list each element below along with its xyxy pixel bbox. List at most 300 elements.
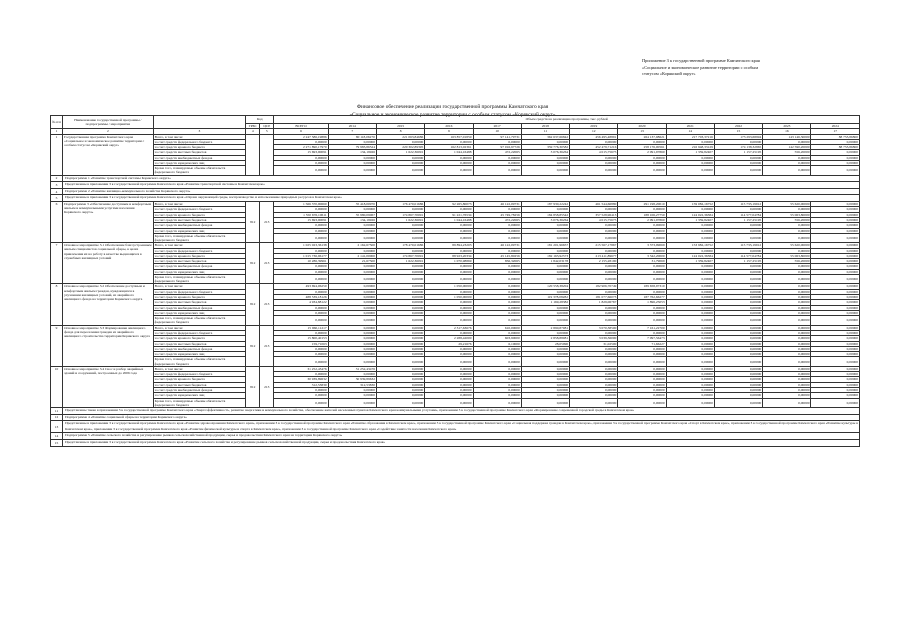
amount-cell: 0,00000 — [328, 248, 376, 253]
amount-cell: 15 693,90091 — [274, 150, 328, 155]
amount-cell: 35 418,00970 — [328, 202, 376, 207]
amount-cell: 610,00000 — [473, 325, 521, 330]
section-row — [51, 408, 860, 415]
header-year: 2014 — [328, 124, 376, 129]
section-text: Представлены в приложении 3 к государственной программе Камчатского края «Развитие здравоохранения Камчатского края», приложении 3 к государственной программе Камчатского края «Развитие образования в Камчатском крае», приложении 3 к государственной программе Камчатского края «Социальная поддержка граждан в Камчатском крае», приложении 3 к государственной программе Камчатского края «Спорт в Камчатском крае», приложении 3 к государственной программе Камчатского края «Развитие культуры в Камчатском крае», приложении 3 к государственной программе Камчатского края «Развитие физической культуры и спорта в Камчатском крае», приложении 3 к государственной программе Камчатского края «Содействие занятости населения Камчатского края» — [63, 421, 860, 433]
amount-cell: 0,00000 — [328, 269, 376, 274]
amount-cell: 0,00000 — [425, 377, 473, 382]
amount-cell: 0,00000 — [666, 357, 714, 366]
header-source — [153, 116, 246, 129]
amount-cell: 0,00000 — [811, 253, 860, 258]
amount-cell: 0,00000 — [376, 377, 424, 382]
amount-cell: 162 813,02361 — [425, 145, 473, 150]
amount-cell: 0,00000 — [618, 289, 666, 294]
amount-cell: 0,00000 — [763, 155, 811, 160]
amount-cell: 0,00000 — [714, 325, 762, 330]
amount-cell: 0,00000 — [328, 300, 376, 305]
amount-cell: 0,00000 — [570, 155, 618, 160]
amount-cell: 0,00000 — [274, 372, 328, 377]
amount-cell: 0,00000 — [376, 357, 424, 366]
amount-cell: 0,00000 — [666, 275, 714, 284]
amount-cell: 0,00000 — [666, 160, 714, 165]
amount-cell: 0,00000 — [473, 160, 521, 165]
funding-source: за счет средств местных бюджетов — [153, 300, 246, 305]
amount-cell: 0,00000 — [714, 377, 762, 382]
amount-cell: 0,00000 — [811, 377, 860, 382]
header-code: Код — [246, 116, 274, 124]
column-number: 2 — [63, 129, 154, 134]
amount-cell: 1 015 736,96177 — [274, 253, 328, 258]
section-row — [51, 439, 860, 446]
amount-cell: 0,00000 — [763, 233, 811, 242]
funding-source: Кроме того, планируемые объемы обязательств федерального бюджета — [153, 233, 246, 242]
amount-cell: 0,00000 — [666, 341, 714, 346]
amount-cell: 0,00000 — [570, 398, 618, 407]
amount-cell: 0,00000 — [425, 207, 473, 212]
amount-cell: 0,00000 — [618, 357, 666, 366]
amount-cell: 0,00000 — [666, 366, 714, 371]
amount-cell: 0,00000 — [274, 305, 328, 310]
amount-cell: 0,00000 — [376, 310, 424, 315]
program-name: Государственная программа Камчатского края «Социальное и экономическое развитие территории с особым статусом «Корякский округ» — [63, 134, 154, 175]
amount-cell: 1 829,06767 — [570, 300, 618, 305]
amount-cell: 0,00000 — [274, 223, 328, 228]
header-year: 2024 — [811, 124, 860, 129]
amount-cell: 0,00000 — [521, 305, 569, 310]
funding-source: за счет средств краевого бюджета — [153, 212, 246, 217]
amount-cell: 0,00000 — [763, 352, 811, 357]
amount-cell: 556,20000 — [763, 150, 811, 155]
amount-cell: 0,00000 — [666, 207, 714, 212]
grbs-code — [246, 134, 260, 175]
header-row — [51, 116, 860, 124]
appendix-line: «Социальное и экономическое развитие территории с особым — [642, 64, 759, 70]
amount-cell: 0,00000 — [570, 248, 618, 253]
amount-cell: 0,00000 — [521, 330, 569, 335]
amount-cell: 472,22065 — [473, 150, 521, 155]
amount-cell: 0,00000 — [473, 352, 521, 357]
header-year: 2022 — [714, 124, 762, 129]
amount-cell: 0,00000 — [521, 248, 569, 253]
amount-cell: 0,00000 — [570, 310, 618, 315]
amount-cell: 0,00000 — [570, 305, 618, 310]
amount-cell: 0,00000 — [618, 264, 666, 269]
amount-cell: 45 749,78256 — [473, 212, 521, 217]
amount-cell: 0,00000 — [666, 382, 714, 387]
section-text: Подпрограмма 1 «Развитие транспортной системы Корякского округа» — [63, 175, 860, 182]
amount-cell: 0,00000 — [328, 223, 376, 228]
amount-cell: 173 293,68994 — [714, 134, 762, 139]
amount-cell: 0,00000 — [811, 325, 860, 330]
amount-cell: 188 106,27750 — [618, 212, 666, 217]
amount-cell: 0,00000 — [666, 388, 714, 393]
amount-cell: 0,00000 — [618, 139, 666, 144]
amount-cell: 124 022,36384 — [666, 253, 714, 258]
amount-cell: 0,00000 — [763, 207, 811, 212]
row-number: 6 — [51, 202, 63, 243]
amount-cell: 0,00000 — [376, 300, 424, 305]
amount-cell: 0,00000 — [811, 243, 860, 248]
amount-cell: 0,00000 — [473, 346, 521, 351]
amount-cell: 181 077,66073 — [570, 295, 618, 300]
amount-cell: 30 939,89632 — [328, 377, 376, 382]
amount-cell: 0,00000 — [666, 284, 714, 289]
amount-cell: 4 934,88122 — [274, 300, 328, 305]
amount-cell: 0,00000 — [328, 341, 376, 346]
amount-cell: 0,00000 — [666, 316, 714, 325]
amount-cell: 258 176,00561 — [618, 145, 666, 150]
amount-cell: 0,00000 — [473, 357, 521, 366]
amount-cell: 0,00000 — [473, 372, 521, 377]
amount-cell: 0,00000 — [376, 248, 424, 253]
amount-cell: 452 479,71216 — [570, 145, 618, 150]
amount-cell: 0,00000 — [811, 150, 860, 155]
amount-cell: 0,00000 — [425, 139, 473, 144]
amount-cell: 2 141,00000 — [328, 253, 376, 258]
amount-cell: 0,00000 — [473, 155, 521, 160]
amount-cell: 312,53830 — [328, 382, 376, 387]
amount-cell: 362 637,66842 — [521, 134, 569, 139]
amount-cell: 0,00000 — [521, 207, 569, 212]
amount-cell: 0,00000 — [473, 166, 521, 175]
amount-cell: 0,00000 — [763, 295, 811, 300]
amount-cell: 0,00000 — [666, 305, 714, 310]
amount-cell: 0,00000 — [811, 336, 860, 341]
amount-cell: 114 577,04784 — [714, 212, 762, 217]
header-year: 2015 — [376, 124, 424, 129]
amount-cell: 124 022,36384 — [666, 212, 714, 217]
amount-cell: 0,00000 — [714, 352, 762, 357]
section-row — [51, 182, 860, 189]
amount-cell: 115 733,19912 — [714, 243, 762, 248]
amount-cell: 0,00000 — [328, 160, 376, 165]
amount-cell: 0,00000 — [473, 264, 521, 269]
amount-cell: 2 288,42000 — [425, 336, 473, 341]
funding-source: за счет средств юридических лиц — [153, 352, 246, 357]
csr-code: 213 — [260, 243, 274, 284]
amount-cell: 3 076,36264 — [521, 150, 569, 155]
grbs-code: 812 — [246, 325, 260, 366]
amount-cell: 0,00000 — [666, 377, 714, 382]
amount-cell: 0,00000 — [618, 207, 666, 212]
amount-cell: 120 558,38204 — [521, 284, 569, 289]
amount-cell: 1 622,36091 — [376, 217, 424, 222]
header-num: № п/п — [51, 116, 63, 129]
amount-cell: 0,00000 — [521, 275, 569, 284]
amount-cell: 0,00000 — [811, 264, 860, 269]
amount-cell: 0,00000 — [763, 248, 811, 253]
row-number: 9 — [51, 325, 63, 366]
amount-cell: 159,71063 — [274, 341, 328, 346]
amount-cell: 0,00000 — [618, 372, 666, 377]
amount-cell: 0,00000 — [618, 248, 666, 253]
amount-cell: 2 890,87081 — [521, 325, 569, 330]
amount-cell: 88 923,20334 — [425, 253, 473, 258]
amount-cell: 0,00000 — [763, 275, 811, 284]
amount-cell: 0,00000 — [376, 233, 424, 242]
amount-cell: 0,00000 — [376, 223, 424, 228]
amount-cell: 0,00000 — [521, 352, 569, 357]
amount-cell: 0,00000 — [763, 377, 811, 382]
amount-cell: 0,00000 — [521, 139, 569, 144]
amount-cell: 1 169,28382 — [521, 300, 569, 305]
amount-cell: 184 858,85542 — [521, 212, 569, 217]
amount-cell: 15 960,11217 — [274, 325, 328, 330]
funding-source: за счет средств федерального бюджета — [153, 207, 246, 212]
amount-cell: 0,00000 — [425, 300, 473, 305]
amount-cell: 0,00000 — [811, 155, 860, 160]
amount-cell: 0,00000 — [274, 228, 328, 233]
amount-cell: 0,00000 — [666, 289, 714, 294]
amount-cell: 0,00000 — [521, 377, 569, 382]
amount-cell: 0,00000 — [425, 316, 473, 325]
amount-cell: 0,00000 — [274, 352, 328, 357]
amount-cell: 0,00000 — [570, 269, 618, 274]
amount-cell: 0,00000 — [811, 217, 860, 222]
funding-source: за счет средств местных бюджетов — [153, 150, 246, 155]
amount-cell: 92 265,80073 — [425, 202, 473, 207]
amount-cell: 0,00000 — [376, 352, 424, 357]
amount-cell: 0,00000 — [376, 207, 424, 212]
amount-cell: 1 050,00000 — [425, 284, 473, 289]
funding-source: за счет средств внебюджетных фондов — [153, 155, 246, 160]
amount-cell: 187 762,66277 — [618, 295, 666, 300]
amount-cell: 0,00000 — [666, 346, 714, 351]
amount-cell: 0,00000 — [763, 388, 811, 393]
program-name: Основное мероприятие 3.4 Снос и разбор аварийных зданий и сооружений, построенных до 2006 года — [63, 366, 154, 407]
amount-cell: 0,00000 — [274, 248, 328, 253]
amount-cell: 0,00000 — [425, 155, 473, 160]
csr-code: 213 — [260, 325, 274, 366]
amount-cell: 1 896,25053 — [618, 300, 666, 305]
column-number: 6 — [274, 129, 328, 134]
amount-cell: 0,00000 — [425, 166, 473, 175]
amount-cell: 216 948,33129 — [666, 145, 714, 150]
amount-cell: 0,00000 — [811, 366, 860, 371]
amount-cell: 0,00000 — [376, 330, 424, 335]
amount-cell: 115 733,19912 — [714, 202, 762, 207]
amount-cell: 2 091,97860 — [618, 217, 666, 222]
amount-cell: 0,00000 — [274, 139, 328, 144]
amount-cell: 0,00000 — [570, 382, 618, 387]
amount-cell: 0,00000 — [425, 372, 473, 377]
amount-cell: 0,00000 — [274, 316, 328, 325]
amount-cell: 456 495,48891 — [570, 134, 618, 139]
row-number: 3 — [51, 182, 63, 189]
amount-cell: 0,00000 — [714, 233, 762, 242]
column-number: 3 — [153, 129, 246, 134]
column-number: 13 — [618, 129, 666, 134]
amount-cell: 0,00000 — [714, 310, 762, 315]
grbs-code: 812 — [246, 284, 260, 325]
amount-cell: 0,00000 — [473, 393, 521, 398]
amount-cell: 0,00000 — [714, 393, 762, 398]
amount-cell: 1 566 370,90660 — [274, 202, 328, 207]
amount-cell: 2 271 890,17970 — [274, 145, 328, 150]
funding-source: Всего, в том числе: — [153, 134, 246, 139]
amount-cell: 0,00000 — [811, 372, 860, 377]
amount-cell: 493 694,06250 — [274, 284, 328, 289]
section-text: Подпрограмма 2 «Развитие жилищно-коммунального хозяйства Корякского округа» — [63, 188, 860, 195]
amount-cell: 31 252,43476 — [328, 366, 376, 371]
column-number: 17 — [811, 129, 860, 134]
amount-cell: 0,00000 — [473, 269, 521, 274]
funding-source: за счет средств федерального бюджета — [153, 248, 246, 253]
amount-cell: 0,00000 — [274, 310, 328, 315]
amount-cell: 0,00000 — [328, 336, 376, 341]
amount-cell: 0,00000 — [811, 269, 860, 274]
amount-cell: 0,00000 — [425, 352, 473, 357]
amount-cell: 0,00000 — [811, 352, 860, 357]
amount-cell: 0,00000 — [570, 352, 618, 357]
amount-cell: 0,00000 — [570, 330, 618, 335]
header-grbs: ГРБС — [246, 124, 260, 129]
amount-cell: 0,00000 — [811, 388, 860, 393]
amount-cell: 0,00000 — [521, 289, 569, 294]
amount-cell: 0,00000 — [811, 382, 860, 387]
amount-cell: 79 983,86524 — [328, 145, 376, 150]
column-number: 8 — [376, 129, 424, 134]
amount-cell: 0,00000 — [274, 275, 328, 284]
table-row — [51, 357, 860, 366]
amount-cell: 0,00000 — [328, 398, 376, 407]
amount-cell: 556,20000 — [763, 259, 811, 264]
amount-cell: 215 567,17867 — [570, 243, 618, 248]
funding-source: за счет средств местных бюджетов — [153, 341, 246, 346]
amount-cell: 0,00000 — [714, 166, 762, 175]
row-number: 15 — [51, 439, 63, 446]
amount-cell: 0,00000 — [376, 398, 424, 407]
amount-cell: 0,00000 — [763, 264, 811, 269]
header-year: 2021 — [666, 124, 714, 129]
row-number: 1 — [51, 134, 63, 175]
amount-cell: 0,00000 — [473, 310, 521, 315]
amount-cell: 0,00000 — [521, 160, 569, 165]
amount-cell: 0,00000 — [376, 382, 424, 387]
amount-cell: 80 118,06270 — [328, 134, 376, 139]
amount-cell: 0,00000 — [425, 228, 473, 233]
amount-cell: 0,00000 — [376, 346, 424, 351]
amount-cell: 0,00000 — [618, 310, 666, 315]
amount-cell: 0,00000 — [811, 259, 860, 264]
amount-cell: 1 157,25195 — [714, 150, 762, 155]
header-name: Наименование государственной программы / подпрограммы / мероприятия — [63, 116, 154, 129]
amount-cell: 0,00000 — [473, 330, 521, 335]
header-cr: ЦСР — [260, 124, 274, 129]
amount-cell: 0,00000 — [714, 228, 762, 233]
amount-cell: 0,00000 — [425, 275, 473, 284]
amount-cell: 0,00000 — [714, 160, 762, 165]
amount-cell: 0,00000 — [328, 284, 376, 289]
amount-cell: 0,00000 — [425, 398, 473, 407]
amount-cell: 0,00000 — [328, 166, 376, 175]
amount-cell: 3 076,36264 — [521, 217, 569, 222]
amount-cell: 0,00000 — [714, 336, 762, 341]
amount-cell: 0,00000 — [714, 382, 762, 387]
amount-cell: 176 470,01686 — [376, 202, 424, 207]
section-text: Подпрограмма 4 «Развитие социальной сферы на территории Корякского округа» — [63, 414, 860, 421]
amount-cell: 0,00000 — [521, 372, 569, 377]
column-number: 10 — [473, 129, 521, 134]
amount-cell: 0,00000 — [714, 139, 762, 144]
amount-cell: 0,00000 — [618, 155, 666, 160]
amount-cell: 0,00000 — [376, 393, 424, 398]
amount-cell: 0,00000 — [811, 275, 860, 284]
row-number: 10 — [51, 366, 63, 407]
column-number: 5 — [260, 129, 274, 134]
amount-cell: 0,00000 — [811, 160, 860, 165]
amount-cell: 0,00000 — [618, 352, 666, 357]
amount-cell: 1 025 023,36138 — [274, 243, 328, 248]
amount-cell: 0,00000 — [473, 300, 521, 305]
amount-cell: 2 162,67500 — [328, 243, 376, 248]
amount-cell: 0,00000 — [666, 325, 714, 330]
program-name: Основное мероприятие 3.2 Обеспечение доступным и комфортным жильем граждан, нуждающихся в улучшении жилищных условий, из аварийного жилищного фонда на территории Корякского округа — [63, 284, 154, 325]
section-text: Представлены также в приложении 3 к государственной программе Камчатского края «Энергоэффективность, развитие энергетики и коммунального хозяйства, обеспечение жителей населенных пунктов Камчатского края коммунальными услугами», приложении 3 к государственной программе Камчатского края «Формирование современной городской среды в Камчатском крае» — [63, 408, 860, 415]
amount-cell: 0,00000 — [714, 366, 762, 371]
amount-cell: 1 044,16488 — [425, 150, 473, 155]
amount-cell: 0,00000 — [666, 393, 714, 398]
amount-cell: 3 070,38500 — [570, 325, 618, 330]
amount-cell: 91 221,76534 — [425, 212, 473, 217]
amount-cell: 28,05990 — [521, 341, 569, 346]
amount-cell: 1 359,82407 — [666, 217, 714, 222]
amount-cell: 0,00000 — [521, 382, 569, 387]
amount-cell: 0,00000 — [763, 341, 811, 346]
amount-cell: 0,00000 — [666, 223, 714, 228]
amount-cell: 0,00000 — [274, 233, 328, 242]
header-volume: Объем средств на реализацию программы, тыс. рублей — [274, 116, 860, 124]
amount-cell: 0,00000 — [570, 228, 618, 233]
funding-source: за счет средств федерального бюджета — [153, 330, 246, 335]
amount-cell: 0,00000 — [425, 330, 473, 335]
csr-code: 213 — [260, 284, 274, 325]
amount-cell: 0,00000 — [618, 223, 666, 228]
amount-cell: 0,00000 — [274, 264, 328, 269]
csr-code — [260, 134, 274, 175]
amount-cell: 0,00000 — [473, 382, 521, 387]
grbs-code: 812 — [246, 202, 260, 243]
amount-cell: 45 145,80256 — [473, 253, 521, 258]
row-number: 11 — [51, 408, 63, 415]
funding-source: за счет средств юридических лиц — [153, 393, 246, 398]
amount-cell: 0,00000 — [274, 289, 328, 294]
amount-cell: 0,00000 — [473, 398, 521, 407]
row-number: 14 — [51, 433, 63, 440]
amount-cell: 0,00000 — [570, 346, 618, 351]
amount-cell: 0,00000 — [714, 305, 762, 310]
amount-cell: 182 163,92573 — [521, 253, 569, 258]
section-text: Представлены в приложении 3 к государственной программе Камчатского края «Охрана окружающей среды, воспроизводство и использование природных ресурсов в Камчатском крае» — [63, 195, 860, 202]
amount-cell: 0,00000 — [328, 357, 376, 366]
amount-cell: 153 982,16752 — [666, 243, 714, 248]
amount-cell: 0,00000 — [714, 223, 762, 228]
amount-cell: 46 122,09731 — [473, 202, 521, 207]
amount-cell: 0,00000 — [521, 388, 569, 393]
amount-cell: 0,00000 — [666, 269, 714, 274]
funding-source: за счет средств краевого бюджета — [153, 377, 246, 382]
amount-cell: 0,00000 — [811, 284, 860, 289]
amount-cell: 221 063,84686 — [376, 134, 424, 139]
amount-cell: 0,00000 — [570, 289, 618, 294]
amount-cell: 0,00000 — [274, 330, 328, 335]
amount-cell: 0,00000 — [763, 382, 811, 387]
amount-cell: 0,00000 — [570, 166, 618, 175]
amount-cell: 89 894,23203 — [425, 243, 473, 248]
header-year: 2018 — [521, 124, 569, 129]
appendix-note — [642, 58, 862, 78]
amount-cell: 359 776,30582 — [521, 145, 569, 150]
